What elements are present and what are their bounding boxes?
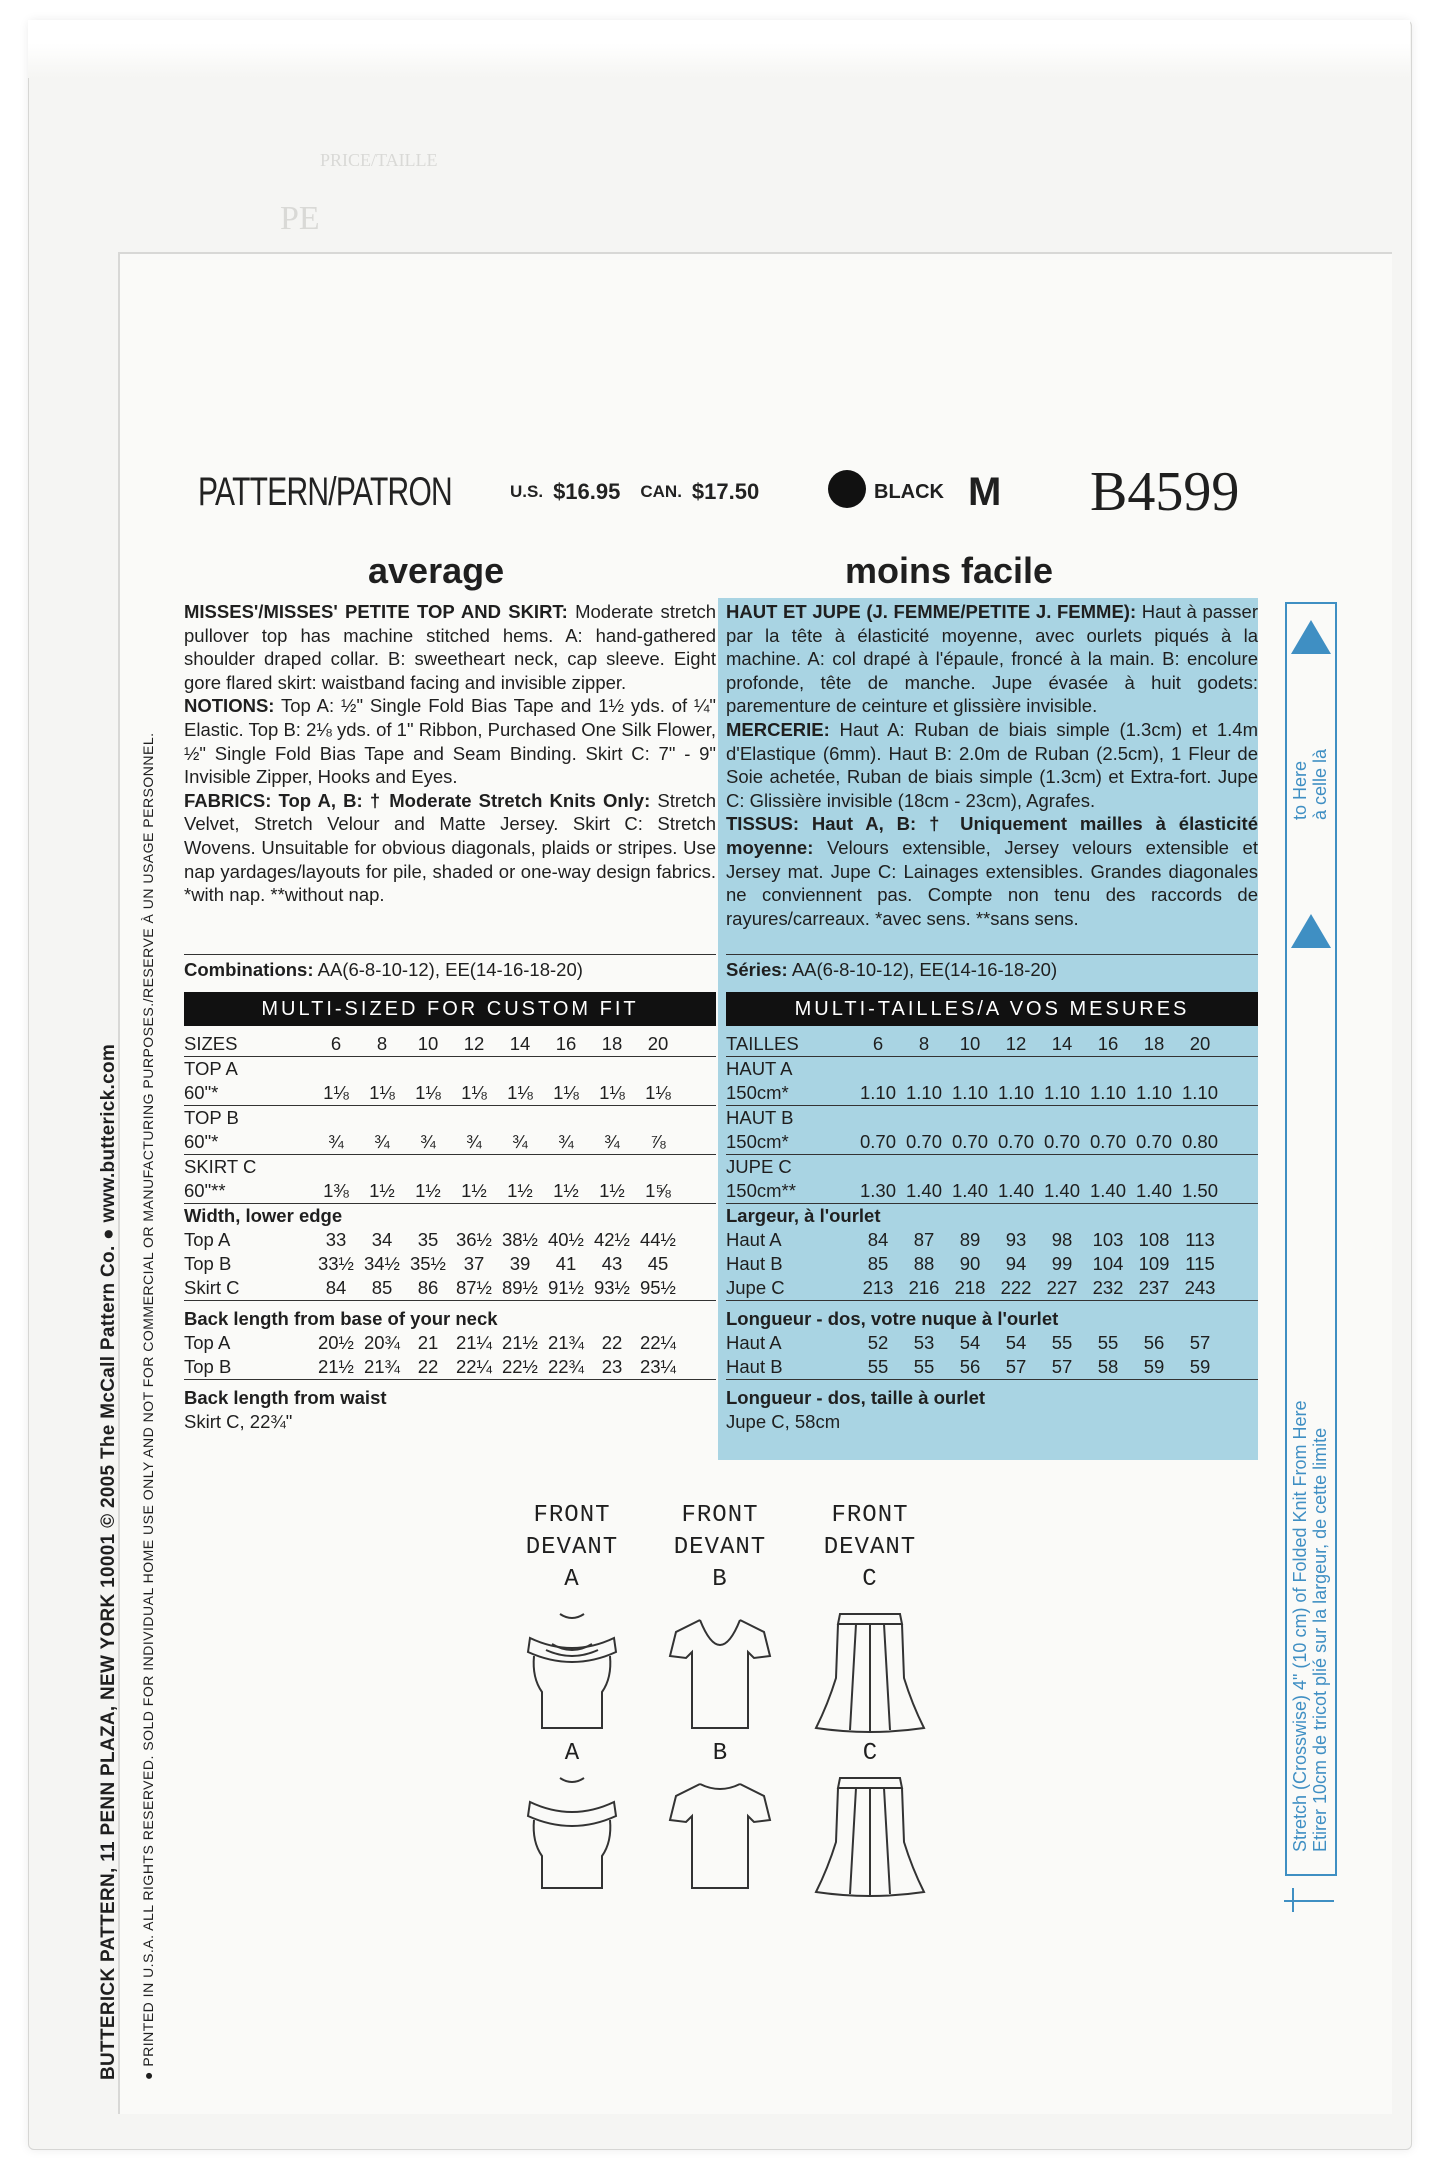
chart-cell: 55 (1051, 1332, 1073, 1353)
chart-cell: 93 (1005, 1229, 1027, 1250)
chart-cell: 89 (959, 1229, 981, 1250)
chart-cell: 91½ (547, 1277, 584, 1298)
price-us: $16.95 (553, 479, 621, 504)
chart-cell: 84 (867, 1229, 889, 1250)
difficulty-en: average (368, 550, 505, 591)
chart-cell: 1.40 (905, 1180, 942, 1201)
chart-cell: 55 (1097, 1332, 1119, 1353)
torn-edge (28, 20, 1410, 78)
chart-cell: 21¾ (547, 1332, 584, 1353)
chart-cell: 22 (417, 1356, 439, 1377)
top-a-sketch (512, 1608, 632, 1738)
chart-cell: 1.50 (1181, 1180, 1218, 1201)
chart-cell: ¾ (328, 1131, 344, 1152)
chart-cell: 1.40 (1043, 1180, 1080, 1201)
publisher-line: BUTTERICK PATTERN, 11 PENN PLAZA, NEW YORK 10001 © 2005 The McCall Pattern Co. ● www.butterick.com (98, 1043, 119, 2080)
chart-cell: 0.70 (859, 1131, 896, 1152)
chart-cell: 84 (325, 1277, 347, 1298)
chart-cell: ¾ (374, 1131, 390, 1152)
back-label-b: B (712, 1740, 728, 1767)
chart-cell: 85 (867, 1253, 889, 1274)
chart-cell: 14 (509, 1033, 531, 1054)
gauge-bottom-fr: Etirer 10cm de tricot plié sur la largeur, de cette limite (1310, 1427, 1330, 1852)
chart-cell: ¾ (558, 1131, 574, 1152)
chart-cell: 104 (1092, 1253, 1124, 1274)
chart-cell: 12 (1005, 1033, 1027, 1054)
chart-row (184, 1155, 716, 1179)
chart-cell: 23¼ (639, 1356, 676, 1377)
chart-row-label: Skirt C (184, 1277, 240, 1298)
chart-row-label: Top A (184, 1332, 231, 1353)
chart-cell: 21½ (317, 1356, 354, 1377)
chart-row-label: TAILLES (726, 1033, 799, 1054)
chart-row-label: Jupe C (726, 1277, 785, 1298)
chart-title-fr: MULTI-TAILLES/A VOS MESURES (726, 992, 1258, 1026)
chart-section-title: Back length from waist (184, 1387, 387, 1408)
chart-row-label: 60"* (184, 1131, 219, 1152)
chart-cell: 0.80 (1181, 1131, 1218, 1152)
chart-cell: 1.40 (951, 1180, 988, 1201)
chart-cell: 23 (601, 1356, 623, 1377)
chart-cell: 35 (417, 1229, 439, 1250)
chart-row-label: Haut B (726, 1253, 783, 1274)
chart-row-label: SIZES (184, 1033, 238, 1054)
view-label-b: FRONT DEVANT B (673, 1502, 767, 1593)
chart-cell: 33 (325, 1229, 347, 1250)
chart-cell: 1½ (415, 1180, 441, 1201)
chart-cell: 0.70 (951, 1131, 988, 1152)
chart-cell: 227 (1046, 1277, 1078, 1298)
size-code: M (968, 469, 1002, 514)
chart-cell: 93½ (593, 1277, 630, 1298)
chart-row (184, 1106, 716, 1130)
chart-cell: 52 (867, 1332, 889, 1353)
chart-cell: 1⅛ (599, 1082, 625, 1103)
chart-cell: 1.40 (1135, 1180, 1172, 1201)
chart-cell: 56 (1143, 1332, 1165, 1353)
chart-row-label: Top A (184, 1229, 231, 1250)
chart-cell: 99 (1051, 1253, 1073, 1274)
chart-section-title: Width, lower edge (184, 1205, 343, 1226)
chart-cell: 21½ (501, 1332, 538, 1353)
chart-cell: 38½ (501, 1229, 538, 1250)
chart-row (184, 1032, 716, 1057)
copyright-line: ● PRINTED IN U.S.A. ALL RIGHTS RESERVED. SOLD FOR INDIVIDUAL HOME USE ONLY AND NOT FOR COMMERCIAL OR MANUFACTURING PURPOSES./RESERVE À UN USAGE PERSONNEL. (140, 732, 156, 2080)
chart-cell: 41 (555, 1253, 577, 1274)
pattern-label: PATTERN/PATRON (198, 469, 452, 514)
ghost-print: PRICE/TAILLE (320, 150, 438, 170)
chart-cell: 218 (954, 1277, 986, 1298)
chart-cell: 88 (913, 1253, 935, 1274)
chart-cell: 18 (601, 1033, 623, 1054)
chart-cell: 44½ (639, 1229, 676, 1250)
chart-cell: 21¼ (455, 1332, 492, 1353)
chart-cell: 90 (959, 1253, 981, 1274)
description-fr: HAUT ET JUPE (J. FEMME/PETITE J. FEMME): Haut à passer par la tête à élasticité moyenne, avec ourlets piqués à la machine. A: col drapé à l'épaule, froncé à la main. B: encolure profonde, tête de manche. Jupe évasée à huit godets: parementure de ceinture et glissière invisible. MERCERIE: Haut A: Ruban de biais simple (1.3cm) et 1.4m d'Elastique (6mm). Haut B: 2.0m de Ruban (2.5cm), 1 Fleur de Soie achetée, Ruban de biais simple (1.3cm) et Extra-fort. Jupe C: Glissière invisible (18cm - 23cm), Agrafes. TISSUS: Haut A, B: † Uniquement mailles à élasticité moyenne: Velours extensible, Jersey velours extensible et Jersey mat. Jupe C: Lainages extensibles. Grandes diagonales ne conviennent pas. Compte non tenu des raccords de rayures/carreaux. *avec sens. **sans sens. (726, 601, 1258, 929)
chart-row (726, 1331, 1258, 1355)
chart-cell: ¾ (420, 1131, 436, 1152)
chart-cell: ⅞ (650, 1131, 666, 1152)
chart-cell: 86 (417, 1277, 439, 1298)
chart-cell: 216 (908, 1277, 940, 1298)
chart-cell: 95½ (639, 1277, 676, 1298)
chart-cell: 16 (555, 1033, 577, 1054)
arrow-up-icon (1291, 914, 1331, 948)
chart-cell: 55 (913, 1356, 935, 1377)
chart-cell: 14 (1051, 1033, 1073, 1054)
chart-cell: 87½ (455, 1277, 492, 1298)
chart-row-label: TOP A (184, 1058, 238, 1079)
chart-cell: 6 (330, 1033, 342, 1054)
chart-cell: 1½ (507, 1180, 533, 1201)
chart-cell: 18 (1143, 1033, 1165, 1054)
chart-row-label: TOP B (184, 1107, 239, 1128)
chart-cell: 1.10 (1089, 1082, 1126, 1103)
chart-row (726, 1106, 1258, 1130)
chart-row (726, 1179, 1258, 1204)
chart-cell: 54 (1005, 1332, 1027, 1353)
chart-row-label: HAUT B (726, 1107, 794, 1128)
combinations-en: Combinations: AA(6-8-10-12), EE(14-16-18-20) (184, 954, 716, 981)
chart-cell: 57 (1051, 1356, 1073, 1377)
chart-row (726, 1032, 1258, 1057)
chart-cell: 22½ (501, 1356, 538, 1377)
chart-row-label: Haut B (726, 1356, 783, 1377)
chart-cell: 213 (862, 1277, 894, 1298)
price-can: $17.50 (691, 479, 760, 504)
chart-row (184, 1130, 716, 1155)
chart-title-en: MULTI-SIZED FOR CUSTOM FIT (184, 992, 716, 1026)
chart-cell: 243 (1184, 1277, 1216, 1298)
chart-cell: 1.30 (859, 1180, 896, 1201)
gauge-bottom-en: Stretch (Crosswise) 4" (10 cm) of Folded Knit From Here (1290, 1400, 1310, 1852)
chart-cell: 57 (1005, 1356, 1027, 1377)
chart-row-label: 150cm* (726, 1082, 789, 1103)
chart-row (184, 1179, 716, 1204)
chart-row (184, 1057, 716, 1081)
chart-cell: 0.70 (997, 1131, 1034, 1152)
chart-cell: 39 (509, 1253, 531, 1274)
chart-cell: 53 (913, 1332, 935, 1353)
chart-cell: 1⅛ (461, 1082, 487, 1103)
chart-row-label: Skirt C, 22¾" (184, 1411, 293, 1432)
size-chart-en (184, 1032, 716, 1434)
chart-cell: 1.10 (1181, 1082, 1218, 1103)
chart-cell: 21¾ (363, 1356, 400, 1377)
chart-row (726, 1228, 1258, 1252)
chart-cell: 108 (1138, 1229, 1170, 1250)
chart-row (184, 1331, 716, 1355)
chart-cell: 35½ (409, 1253, 446, 1274)
price: U.S. $16.95 CAN. $17.50 (510, 479, 760, 504)
chart-cell: 22¾ (547, 1356, 584, 1377)
chart-cell: 33½ (317, 1253, 354, 1274)
chart-row (184, 1355, 716, 1380)
chart-cell: ¾ (466, 1131, 482, 1152)
chart-cell: 1.40 (1089, 1180, 1126, 1201)
chart-cell: 94 (1005, 1253, 1027, 1274)
chart-cell: 1½ (599, 1180, 625, 1201)
chart-cell: 1.10 (859, 1082, 896, 1103)
gauge-top-en: to Here (1290, 760, 1310, 820)
chart-section-title: Back length from base of your neck (184, 1308, 498, 1329)
chart-cell: 109 (1138, 1253, 1170, 1274)
chart-section-title: Largeur, à l'ourlet (726, 1205, 881, 1226)
chart-cell: 40½ (547, 1229, 584, 1250)
chart-row (726, 1081, 1258, 1106)
chart-row (184, 1081, 716, 1106)
chart-cell: 56 (959, 1356, 981, 1377)
chart-cell: 8 (376, 1033, 388, 1054)
chart-row (184, 1276, 716, 1301)
chart-row-label: Haut A (726, 1229, 782, 1250)
chart-cell: 1⅝ (645, 1180, 671, 1201)
chart-cell: 1.10 (905, 1082, 942, 1103)
chart-row-label: 150cm** (726, 1180, 796, 1201)
chart-row-label: Top B (184, 1356, 232, 1377)
chart-cell: 89½ (501, 1277, 538, 1298)
chart-row (726, 1155, 1258, 1179)
chart-cell: 1⅛ (645, 1082, 671, 1103)
chart-row (726, 1355, 1258, 1380)
chart-cell: 22 (601, 1332, 623, 1353)
back-label-a: A (564, 1740, 580, 1767)
top-a-back-sketch (512, 1772, 632, 1902)
chart-cell: 36½ (455, 1229, 492, 1250)
color-dot-icon (828, 470, 866, 508)
back-label-c: C (862, 1740, 878, 1767)
chart-cell: 55 (867, 1356, 889, 1377)
chart-cell: 12 (463, 1033, 485, 1054)
chart-cell: 1⅜ (323, 1180, 349, 1201)
chart-cell: 59 (1143, 1356, 1165, 1377)
chart-row (184, 1228, 716, 1252)
chart-cell: 37 (463, 1253, 485, 1274)
chart-cell: 0.70 (1089, 1131, 1126, 1152)
chart-cell: 115 (1185, 1253, 1215, 1274)
chart-cell: 222 (1000, 1277, 1032, 1298)
chart-row-label: Top B (184, 1253, 232, 1274)
chart-cell: 103 (1092, 1229, 1124, 1250)
chart-section-title: Longueur - dos, votre nuque à l'ourlet (726, 1308, 1059, 1329)
chart-row-label: 150cm* (726, 1131, 789, 1152)
top-b-back-sketch (660, 1772, 780, 1902)
chart-cell: 20 (647, 1033, 669, 1054)
chart-row (184, 1252, 716, 1276)
chart-cell: ¾ (512, 1131, 528, 1152)
chart-cell: 0.70 (1135, 1131, 1172, 1152)
chart-row (726, 1410, 1258, 1434)
chart-cell: 1⅛ (369, 1082, 395, 1103)
chart-cell: 43 (601, 1253, 623, 1274)
chart-row-label: HAUT A (726, 1058, 793, 1079)
chart-cell: 1½ (461, 1180, 487, 1201)
top-b-sketch (660, 1608, 780, 1738)
chart-cell: 1.40 (997, 1180, 1034, 1201)
combinations-fr: Séries: AA(6-8-10-12), EE(14-16-18-20) (726, 954, 1258, 981)
chart-cell: 1.10 (1043, 1082, 1080, 1103)
arrow-up-icon (1291, 620, 1331, 654)
gauge-end-tick (1292, 1888, 1294, 1912)
chart-cell: 20½ (317, 1332, 354, 1353)
chart-cell: 1.10 (1135, 1082, 1172, 1103)
chart-row (726, 1276, 1258, 1301)
chart-row-label: Jupe C, 58cm (726, 1411, 841, 1432)
chart-cell: 98 (1051, 1229, 1073, 1250)
chart-cell: 232 (1092, 1277, 1124, 1298)
chart-row-label: 60"* (184, 1082, 219, 1103)
chart-cell: 85 (371, 1277, 393, 1298)
chart-cell: 1½ (553, 1180, 579, 1201)
size-chart-fr (726, 1032, 1258, 1434)
pattern-number: B4599 (1090, 461, 1240, 523)
chart-row-label: Haut A (726, 1332, 782, 1353)
chart-cell: 6 (872, 1033, 884, 1054)
chart-cell: 237 (1138, 1277, 1170, 1298)
view-label-c: FRONT DEVANT C (823, 1502, 917, 1593)
chart-cell: 1½ (369, 1180, 395, 1201)
chart-cell: 0.70 (1043, 1131, 1080, 1152)
chart-cell: 42½ (593, 1229, 630, 1250)
chart-cell: 57 (1189, 1332, 1211, 1353)
chart-cell: 1.10 (997, 1082, 1034, 1103)
chart-cell: 22¼ (639, 1332, 676, 1353)
chart-cell: 54 (959, 1332, 981, 1353)
difficulty-fr: moins facile (845, 550, 1054, 591)
chart-row (184, 1410, 716, 1434)
chart-section-title: Longueur - dos, taille à ourlet (726, 1387, 986, 1408)
chart-cell: 59 (1189, 1356, 1211, 1377)
chart-cell: 16 (1097, 1033, 1119, 1054)
chart-cell: 1⅛ (415, 1082, 441, 1103)
chart-row (726, 1057, 1258, 1081)
skirt-c-back-sketch (810, 1772, 930, 1902)
chart-cell: 20¾ (363, 1332, 400, 1353)
view-label-a: FRONT DEVANT A (525, 1502, 619, 1593)
chart-cell: 0.70 (905, 1131, 942, 1152)
skirt-c-sketch (810, 1608, 930, 1738)
chart-cell: 1⅛ (507, 1082, 533, 1103)
chart-cell: ¾ (604, 1131, 620, 1152)
chart-row (726, 1252, 1258, 1276)
chart-cell: 87 (913, 1229, 935, 1250)
chart-cell: 34½ (363, 1253, 400, 1274)
chart-row (726, 1130, 1258, 1155)
chart-cell: 45 (647, 1253, 669, 1274)
chart-cell: 8 (918, 1033, 930, 1054)
chart-cell: 10 (417, 1033, 439, 1054)
chart-row-label: JUPE C (726, 1156, 792, 1177)
chart-cell: 113 (1185, 1229, 1215, 1250)
chart-cell: 10 (959, 1033, 981, 1054)
color-name: BLACK (874, 480, 944, 503)
description-en: MISSES'/MISSES' PETITE TOP AND SKIRT: Moderate stretch pullover top has machine stitched hems. A: hand-gathered shoulder draped collar. B: sweetheart neck, cap sleeve. Eight gore flared skirt: waistband facing and invisible zipper. NOTIONS: Top A: ½" Single Fold Bias Tape and 1½ yds. of ¼" Elastic. Top B: 2⅛ yds. of 1" Ribbon, Purchased One Silk Flower, ½" Single Fold Bias Tape and Seam Binding. Skirt C: 7" - 9" Invisible Zipper, Hooks and Eyes. FABRICS: Top A, B: † Moderate Stretch Knits Only: Stretch Velvet, Stretch Velour and Matte Jersey. Skirt C: Stretch Wovens. Unsuitable for obvious diagonals, plaids or stripes. Use nap yardages/layouts for pile, shaded or one-way design fabrics. *with nap. **without nap. (184, 601, 717, 906)
chart-cell: 1.10 (951, 1082, 988, 1103)
chart-cell: 34 (371, 1229, 393, 1250)
chart-cell: 21 (417, 1332, 439, 1353)
chart-cell: 1⅛ (323, 1082, 349, 1103)
chart-row-label: 60"** (184, 1180, 226, 1201)
ghost-print: PE (280, 200, 320, 237)
gauge-top-fr: à celle là (1310, 748, 1330, 820)
chart-cell: 20 (1189, 1033, 1211, 1054)
chart-cell: 1⅛ (553, 1082, 579, 1103)
chart-row-label: SKIRT C (184, 1156, 257, 1177)
chart-cell: 58 (1097, 1356, 1119, 1377)
chart-cell: 22¼ (455, 1356, 492, 1377)
